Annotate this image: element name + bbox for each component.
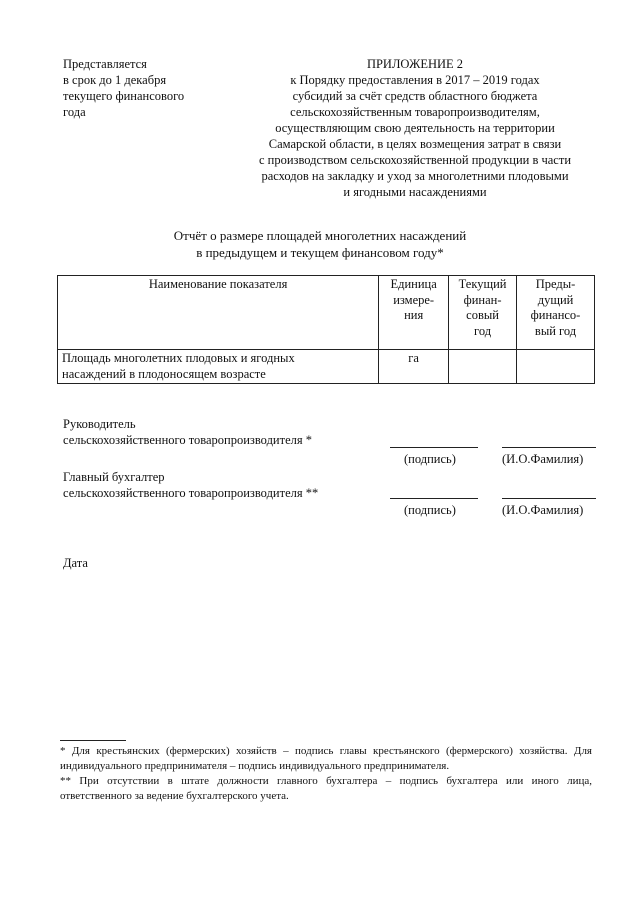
header-previous-line: финансо-	[530, 308, 581, 322]
table-row	[58, 350, 595, 384]
table-header-row	[58, 276, 595, 350]
date-label: Дата	[63, 556, 88, 570]
header-previous-line: вый год	[534, 323, 577, 338]
row-indicator-name	[58, 350, 379, 384]
accountant-title-line: сельскохозяйственного товаропроизводителя **	[63, 486, 319, 500]
submission-note-line: в срок до 1 декабря	[63, 73, 167, 87]
header-unit	[379, 276, 449, 350]
header-previous-line: Преды-	[535, 277, 576, 291]
header-current-line: совый	[466, 308, 499, 322]
header-unit-line: Единица	[390, 277, 437, 291]
submission-note	[63, 56, 184, 120]
head-signature-line[interactable]	[390, 447, 478, 448]
appendix-line: с производством сельскохозяйственной продукции в части	[258, 153, 572, 167]
footnotes	[60, 744, 592, 804]
appendix-line: сельскохозяйственным товаропроизводителям,	[290, 105, 540, 119]
submission-note-line: Представляется	[63, 57, 147, 71]
accountant-name-line[interactable]	[502, 498, 596, 499]
head-title-line: Руководитель	[63, 417, 136, 431]
report-title	[100, 227, 540, 261]
appendix-line: субсидий за счёт средств областного бюджета	[292, 89, 538, 103]
head-name-caption: (И.О.Фамилия)	[502, 452, 584, 466]
appendix-line: Самарской области, в целях возмещения затрат в связи	[268, 137, 562, 151]
report-table	[57, 275, 595, 384]
header-current-line: финан-	[463, 292, 502, 307]
report-title-line-1: Отчёт о размере площадей многолетних насаждений	[173, 228, 467, 243]
accountant-signature-line[interactable]	[390, 498, 478, 499]
accountant-title-line: Главный бухгалтер	[63, 470, 165, 484]
accountant-signature-label	[63, 469, 318, 501]
footnote-second: ** При отсутствии в штате должности главного бухгалтера – подпись бухгалтера или иного лица, ответственного за ведение бухгалтерского учета.	[60, 775, 592, 802]
appendix-header	[230, 56, 600, 200]
accountant-signature-caption: (подпись)	[404, 503, 456, 517]
row-current-value[interactable]	[449, 350, 517, 384]
header-current-line: год	[474, 323, 492, 338]
head-signature-caption: (подпись)	[404, 452, 456, 466]
appendix-title: ПРИЛОЖЕНИЕ 2	[366, 57, 464, 71]
head-signature-label	[63, 416, 312, 448]
header-unit-line: измере-	[393, 292, 435, 307]
header-current-line: Текущий	[458, 277, 507, 291]
submission-note-line: текущего финансового	[63, 89, 185, 103]
submission-note-line: года	[63, 105, 86, 119]
appendix-line: к Порядку предоставления в 2017 – 2019 годах	[290, 73, 540, 87]
footnote-divider	[60, 740, 126, 741]
head-title-line: сельскохозяйственного товаропроизводителя *	[63, 433, 312, 447]
header-previous-year	[517, 276, 595, 350]
appendix-line: расходов на закладку и уход за многолетними плодовыми	[261, 169, 569, 183]
footnote-first: * Для крестьянских (фермерских) хозяйств – подпись главы крестьянского (фермерского) хозяйства. Для индивидуального предпринимателя – подпись индивидуального предпринимателя.	[60, 745, 592, 772]
appendix-line: и ягодными насаждениями	[343, 185, 487, 199]
header-current-year	[449, 276, 517, 350]
head-name-line[interactable]	[502, 447, 596, 448]
row-indicator-line: насаждений в плодоносящем возрасте	[62, 366, 266, 381]
report-title-line-2: в предыдущем и текущем финансовом году*	[196, 245, 444, 260]
row-indicator-line: Площадь многолетних плодовых и ягодных	[62, 351, 295, 365]
accountant-name-caption: (И.О.Фамилия)	[502, 503, 584, 517]
header-indicator-name: Наименование показателя	[58, 276, 379, 350]
row-previous-value[interactable]	[517, 350, 595, 384]
appendix-line: осуществляющим свою деятельность на территории	[275, 121, 555, 135]
row-unit: га	[379, 350, 449, 384]
header-previous-line: дущий	[537, 292, 574, 307]
header-unit-line: ния	[404, 308, 424, 322]
